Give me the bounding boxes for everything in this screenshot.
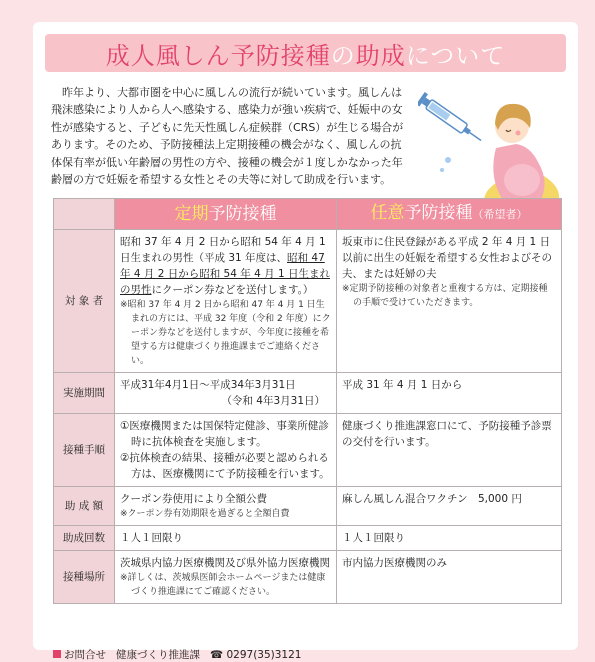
syringe-icon (418, 92, 485, 147)
phone-icon: ☎ (210, 649, 224, 661)
table-header-blank (54, 199, 115, 230)
row-label-period: 実施期間 (54, 373, 115, 414)
row-label-target: 対 象 者 (54, 230, 115, 373)
row-label-subsidy: 助 成 額 (54, 487, 115, 526)
target-regular-cell: 昭和 37 年 4 月 2 日から昭和 54 年 4 月 1 日生まれの男性（平成 31 年度は、昭和 47 年 4 月 2 日から昭和 54 年 4 月 1 日生まれの男性にクーポン券などを送付します。） ※昭和 37 年 4 月 2 日から昭和 47 年 4 月 1 日生まれの方には、平成 32 年度（令和 2 年度）にクーポン券などを送付しますが、今年度に接種を希望する方は健康づくり推進課までご連絡ください。 (115, 230, 337, 373)
table-row-subsidy (54, 487, 562, 526)
target-optional-cell: 坂東市に住民登録がある平成 2 年 4 月 1 日以前に出生の妊娠を希望する女性およびその夫、または妊婦の夫 ※定期予防接種の対象者と重複する方は、定期接種の手順で受けていただきます。 (337, 230, 562, 373)
notice-panel (33, 22, 578, 661)
count-regular-cell: １人１回限り (115, 526, 337, 551)
target-optional-note: ※定期予防接種の対象者と重複する方は、定期接種の手順で受けていただきます。 (342, 284, 548, 308)
contact-prefix: お問合せ (64, 649, 106, 661)
title-part-1: 成人風しん予防接種 (105, 41, 331, 70)
subsidy-regular-cell: クーポン券使用により全額公費 ※クーポン券有効期限を過ぎると全額自費 (115, 487, 337, 526)
contact-department: 健康づくり推進課 (116, 649, 201, 661)
table-row-period (54, 373, 562, 414)
intro-paragraph: 昨年より、大都市圏を中心に風しんの流行が続いています。風しんは飛沫感染により人から人へ感染する、感染力が強い疾病で、妊娠中の女性が感染すると、子どもに先天性風しん症候群（CRS）が生じる場合があります。そのため、予防接種法上定期接種の機会がなく、風しんの抗体保有率が低い年齢層の男性の方や、接種の機会が１度しかなかった年齢層の方で妊娠を希望する女性とその夫等に対して助成を行います。 (51, 86, 404, 187)
contact-phone: 0297(35)3121 (226, 649, 302, 661)
procedure-regular-cell: ①医療機関または国保特定健診、事業所健診時に抗体検査を実施します。 ②抗体検査の結果、接種が必要と認められる方は、医療機関にて予防接種を行います。 (115, 414, 337, 487)
header-regular-vaccination: 定期予防接種 (115, 199, 337, 230)
table-header-row (54, 199, 562, 230)
table-row-place (54, 551, 562, 604)
row-label-procedure: 接種手順 (54, 414, 115, 487)
table-row-target (54, 230, 562, 373)
target-regular-note: ※昭和 37 年 4 月 2 日から昭和 47 年 4 月 1 日生まれの方には、平成 32 年度（令和 2 年度）にクーポン券などを送付しますが、今年度に接種を希望する方は健康づくり推進課までご連絡ください。 (120, 300, 331, 366)
pregnant-woman-syringe-illustration (418, 78, 568, 214)
subsidy-optional-cell: 麻しん風しん混合ワクチン 5,000 円 (337, 487, 562, 526)
place-optional-cell: 市内協力医療機関のみ (337, 551, 562, 604)
header-optional-vaccination: 任意予防接種（希望者） (337, 199, 562, 230)
title-part-2: の (330, 41, 356, 70)
count-optional-cell: １人１回限り (337, 526, 562, 551)
title-part-4: について (405, 41, 506, 70)
row-label-place: 接種場所 (54, 551, 115, 604)
title-part-3: 助成 (355, 41, 406, 70)
table-row-procedure (54, 414, 562, 487)
vaccination-table (53, 198, 562, 604)
period-optional-cell: 平成 31 年 4 月 1 日から (337, 373, 562, 414)
period-regular-cell: 平成31年4月1日〜平成34年3月31日 （令和 4年3月31日） (115, 373, 337, 414)
table-row-count (54, 526, 562, 551)
page-title (45, 34, 566, 72)
bullet-square-icon (53, 650, 61, 658)
procedure-optional-cell: 健康づくり推進課窓口にて、予防接種予診票の交付を行います。 (337, 414, 562, 487)
row-label-count: 助成回数 (54, 526, 115, 551)
place-regular-cell: 茨城県内協力医療機関及び県外協力医療機関 ※詳しくは、茨城県医師会ホームページまたは健康づくり推進課にてご確認ください。 (115, 551, 337, 604)
